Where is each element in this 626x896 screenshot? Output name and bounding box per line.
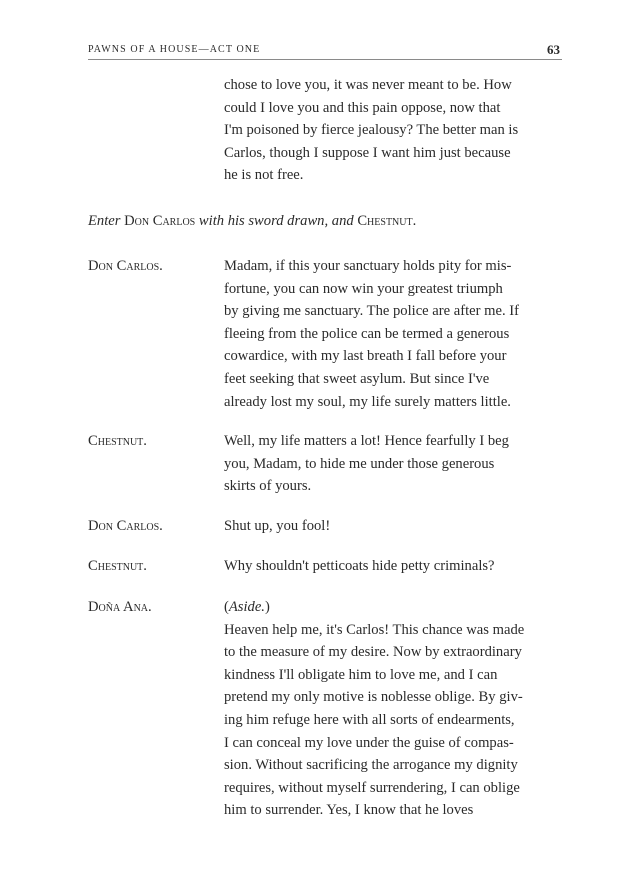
speech-text [224, 555, 524, 578]
continued-speech [224, 74, 524, 187]
stage-enter: Enter [88, 213, 121, 229]
speech-line: could I love you and this pain oppose, now that [224, 99, 501, 116]
speaker-name: Doña Ana. [88, 599, 152, 615]
running-title: PAWNS OF A HOUSE—ACT ONE [88, 44, 261, 55]
speech-line: Shut up, you fool! [224, 518, 331, 534]
running-head [88, 42, 562, 60]
speech-line: you, Madam, to hide me under those generous [224, 455, 495, 472]
speech-line: fleeing from the police can be termed a generous [224, 325, 510, 342]
aside-label: Aside. [228, 599, 265, 615]
speech-line: skirts of yours. [224, 478, 312, 495]
speech-text [224, 430, 524, 498]
speech-line: requires, without myself surrendering, I can oblige [224, 779, 520, 796]
speech-line: feet seeking that sweet asylum. But since I've [224, 370, 490, 387]
speech-line: him to surrender. Yes, I know that he loves [224, 802, 474, 819]
header-rule [88, 59, 562, 60]
speech-line: I can conceal my love under the guise of compas- [224, 734, 514, 751]
speech-line: Carlos, though I suppose I want him just because [224, 144, 511, 161]
speech-text [224, 596, 524, 822]
stage-middle: with his sword drawn, and [198, 213, 354, 229]
stage-direction [88, 210, 538, 233]
speech-line: Heaven help me, it's Carlos! This chance was made [224, 621, 525, 638]
speech-line: I'm poisoned by fierce jealousy? The better man is [224, 122, 519, 139]
speech-line: kindness I'll obligate him to love me, and I can [224, 666, 498, 683]
speaker-name: Chestnut. [88, 558, 147, 574]
speech-text [224, 515, 524, 538]
aside-direction: (Aside.) [224, 599, 270, 615]
speaker-name: Chestnut. [88, 433, 147, 449]
speaker-name: Don Carlos. [88, 518, 163, 534]
stage-character-don-carlos: Don Carlos [124, 213, 196, 229]
speech-line: chose to love you, it was never meant to be. How [224, 77, 512, 93]
speech-line: fortune, you can now win your greatest triumph [224, 280, 503, 297]
speech-line: to the measure of my desire. Now by extraordinary [224, 644, 522, 661]
speech-line: sion. Without sacrificing the arrogance my dignity [224, 757, 518, 774]
speech-line: pretend my only motive is noblesse oblige. By giv- [224, 689, 523, 706]
speech-line: by giving me sanctuary. The police are after me. If [224, 303, 519, 320]
speech-line: cowardice, with my last breath I fall before your [224, 348, 507, 365]
speech-line: Well, my life matters a lot! Hence fearfully I beg [224, 433, 509, 449]
speech-line: Why shouldn't petticoats hide petty criminals? [224, 558, 495, 574]
speech-line: ing him refuge here with all sorts of endearments, [224, 711, 515, 728]
page-number: 63 [547, 42, 560, 57]
stage-character-chestnut: Chestnut. [357, 213, 417, 229]
speech-text [224, 255, 524, 413]
speech-line: he is not free. [224, 167, 304, 184]
speech-line: already lost my soul, my life surely matters little. [224, 393, 511, 410]
speaker-name: Don Carlos. [88, 258, 163, 274]
speech-line: Madam, if this your sanctuary holds pity for mis- [224, 258, 512, 274]
